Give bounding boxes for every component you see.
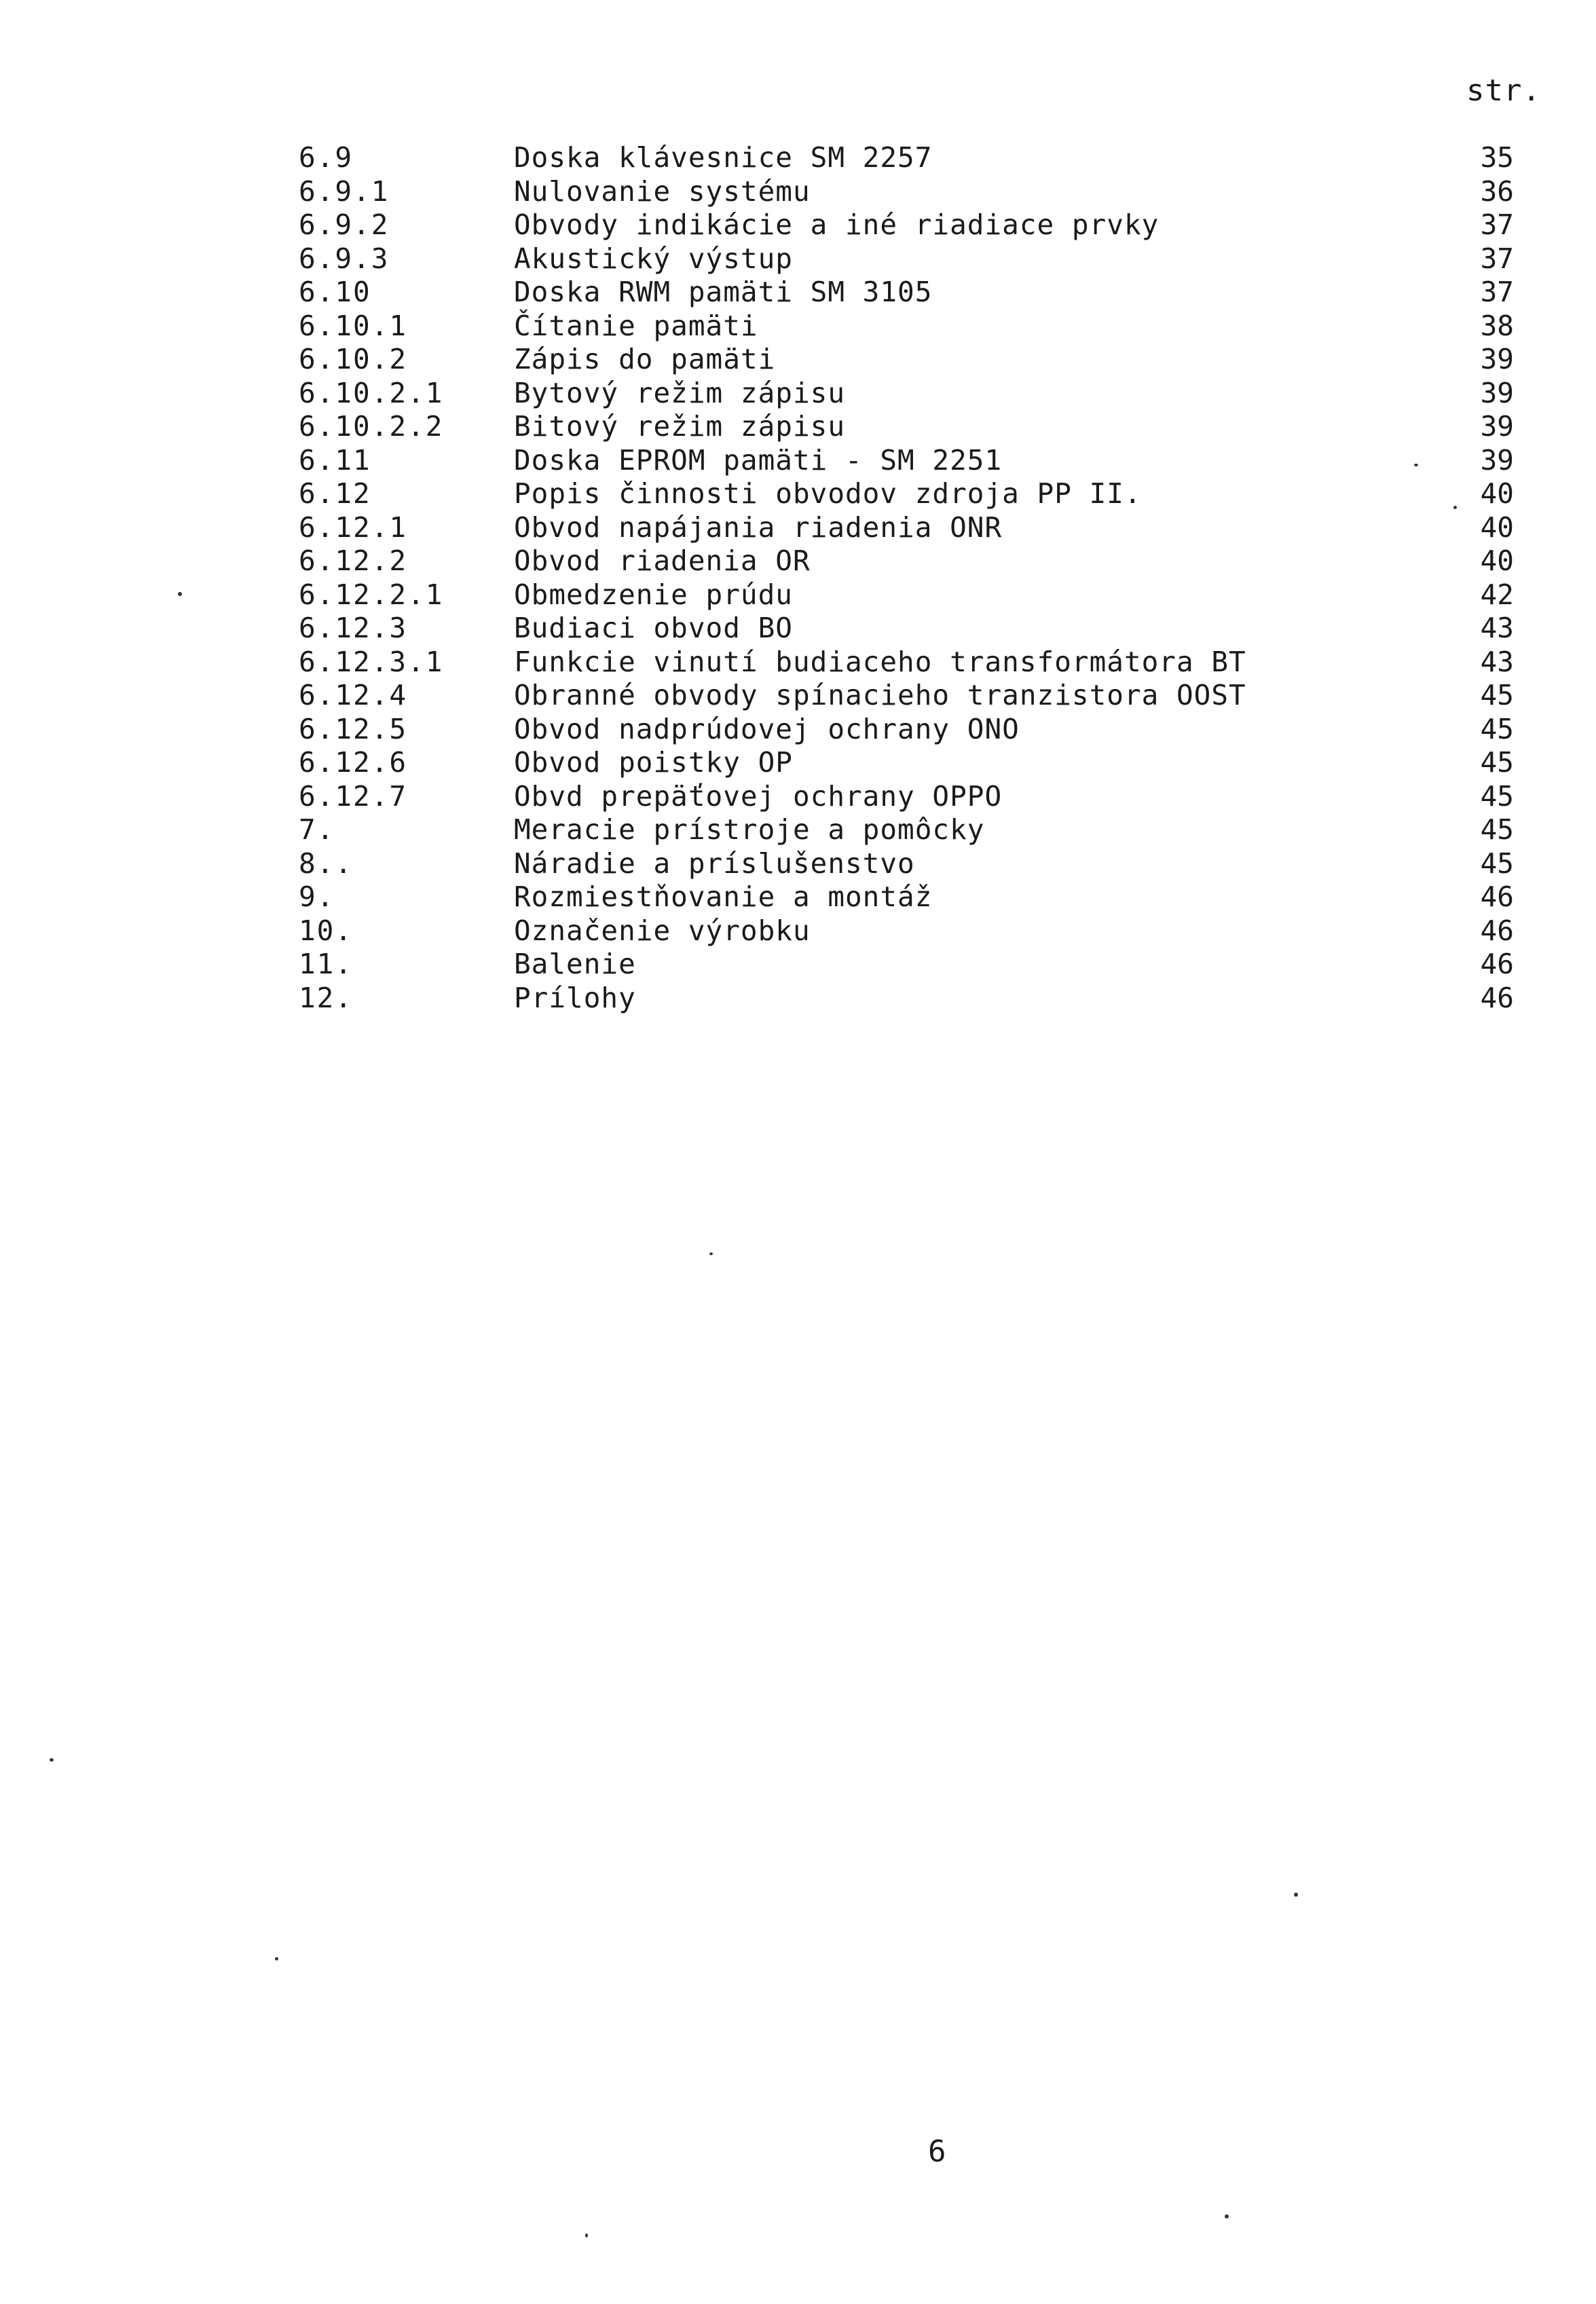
- toc-entry-number: 6.10.2.1: [299, 376, 444, 409]
- toc-entry-page: 45: [1480, 847, 1514, 880]
- toc-entry-number: 6.11: [299, 443, 371, 477]
- toc-entry-number: 6.12.6: [299, 746, 408, 779]
- page-number: 6: [928, 2134, 946, 2169]
- toc-entry-number: 6.10: [299, 276, 371, 308]
- toc-entry-number: 6.12: [299, 477, 371, 510]
- toc-entry-page: 46: [1480, 914, 1514, 947]
- table-of-contents: [299, 141, 1521, 1015]
- toc-entry: [299, 343, 1521, 377]
- toc-entry-number: 6.9: [299, 141, 354, 174]
- toc-entry-page: 39: [1480, 376, 1514, 409]
- toc-entry: [299, 948, 1521, 982]
- toc-entry-title: Akustický výstup: [514, 242, 793, 275]
- toc-entry-number: 6.12.1: [299, 510, 408, 544]
- toc-entry-title: Obranné obvody spínacieho tranzistora OOST: [514, 679, 1246, 711]
- toc-entry-number: 8..: [299, 847, 354, 880]
- toc-entry-title: Náradie a príslušenstvo: [514, 847, 915, 880]
- toc-entry-number: 7.: [299, 813, 335, 846]
- scan-speck: [1414, 464, 1418, 466]
- scan-speck: [178, 592, 182, 596]
- toc-entry-number: 6.10.1: [299, 309, 408, 342]
- scan-speck: [585, 2233, 588, 2237]
- toc-entry-title: Doska klávesnice SM 2257: [514, 141, 933, 174]
- toc-entry-page: 45: [1480, 779, 1514, 813]
- toc-entry: [299, 646, 1521, 680]
- toc-entry-title: Obvd prepäťovej ochrany OPPO: [514, 779, 1003, 813]
- toc-entry-page: 42: [1480, 578, 1514, 611]
- toc-entry-number: 12.: [299, 981, 354, 1014]
- toc-entry-title: Bitový režim zápisu: [514, 410, 845, 443]
- toc-entry-title: Obvod nadprúdovej ochrany ONO: [514, 712, 1020, 745]
- toc-entry-number: 6.12.4: [299, 679, 408, 711]
- toc-entry-number: 6.10.2.2: [299, 410, 444, 443]
- toc-entry-title: Zápis do pamäti: [514, 343, 776, 375]
- toc-entry-page: 37: [1480, 208, 1514, 241]
- toc-entry-page: 40: [1480, 477, 1514, 510]
- toc-entry: [299, 746, 1521, 780]
- toc-entry-number: 6.12.7: [299, 779, 408, 813]
- toc-entry-number: 6.12.2.1: [299, 578, 444, 611]
- toc-entry-number: 9.: [299, 880, 335, 913]
- page-column-header: str.: [1466, 73, 1541, 108]
- toc-entry-title: Funkcie vinutí budiaceho transformátora BT: [514, 645, 1246, 678]
- toc-entry-page: 37: [1480, 242, 1514, 275]
- toc-entry-page: 35: [1480, 141, 1514, 174]
- toc-entry-title: Budiaci obvod BO: [514, 612, 793, 644]
- toc-entry: [299, 242, 1521, 276]
- toc-entry: [299, 679, 1521, 713]
- toc-entry-number: 11.: [299, 948, 354, 980]
- toc-entry: [299, 377, 1521, 411]
- toc-entry-title: Doska RWM pamäti SM 3105: [514, 276, 933, 308]
- toc-entry-title: Popis činnosti obvodov zdroja PP II.: [514, 477, 1142, 510]
- toc-entry: [299, 612, 1521, 646]
- toc-entry-title: Prílohy: [514, 981, 636, 1014]
- toc-entry: [299, 444, 1521, 478]
- toc-entry-page: 43: [1480, 612, 1514, 644]
- toc-entry-number: 6.9.2: [299, 208, 390, 241]
- toc-entry: [299, 713, 1521, 747]
- scan-speck: [1294, 1893, 1298, 1897]
- toc-entry-title: Nulovanie systému: [514, 174, 811, 208]
- toc-entry: [299, 880, 1521, 914]
- toc-entry: [299, 141, 1521, 175]
- toc-entry-page: 46: [1480, 880, 1514, 913]
- toc-entry: [299, 813, 1521, 847]
- toc-entry-page: 45: [1480, 712, 1514, 745]
- toc-entry-title: Balenie: [514, 948, 636, 980]
- toc-entry-title: Doska EPROM pamäti - SM 2251: [514, 443, 1003, 477]
- toc-entry-title: Obvod napájania riadenia ONR: [514, 510, 1003, 544]
- toc-entry-page: 37: [1480, 276, 1514, 308]
- toc-entry-number: 6.9.1: [299, 174, 390, 208]
- scan-speck: [50, 1758, 54, 1762]
- toc-entry-number: 6.12.2: [299, 544, 408, 577]
- toc-entry-page: 45: [1480, 746, 1514, 779]
- toc-entry-page: 39: [1480, 443, 1514, 477]
- scan-speck: [709, 1252, 713, 1255]
- toc-entry: [299, 511, 1521, 545]
- toc-entry-number: 10.: [299, 914, 354, 947]
- toc-entry-title: Obvod poistky OP: [514, 746, 793, 779]
- scan-speck: [1453, 506, 1457, 509]
- toc-entry: [299, 175, 1521, 209]
- toc-entry-page: 38: [1480, 309, 1514, 342]
- toc-entry-page: 39: [1480, 343, 1514, 375]
- toc-entry-title: Obvod riadenia OR: [514, 544, 811, 577]
- toc-entry-number: 6.12.5: [299, 712, 408, 745]
- toc-entry: [299, 477, 1521, 511]
- toc-entry-page: 36: [1480, 174, 1514, 208]
- toc-entry-page: 45: [1480, 679, 1514, 711]
- toc-entry: [299, 914, 1521, 948]
- toc-entry-page: 40: [1480, 544, 1514, 577]
- toc-entry-number: 6.10.2: [299, 343, 408, 375]
- toc-entry-title: Obmedzenie prúdu: [514, 578, 793, 611]
- toc-entry: [299, 310, 1521, 343]
- toc-entry-number: 6.12.3: [299, 612, 408, 644]
- toc-entry: [299, 544, 1521, 578]
- toc-entry-page: 46: [1480, 981, 1514, 1014]
- toc-entry: [299, 578, 1521, 612]
- toc-entry-page: 39: [1480, 410, 1514, 443]
- toc-entry-page: 43: [1480, 645, 1514, 678]
- scan-speck: [1225, 2214, 1229, 2218]
- toc-entry-title: Obvody indikácie a iné riadiace prvky: [514, 208, 1159, 241]
- toc-entry: [299, 276, 1521, 310]
- toc-entry-title: Bytový režim zápisu: [514, 376, 845, 409]
- toc-entry: [299, 780, 1521, 814]
- toc-entry: [299, 410, 1521, 444]
- toc-entry-number: 6.9.3: [299, 242, 390, 275]
- toc-entry-number: 6.12.3.1: [299, 645, 444, 678]
- toc-entry-title: Rozmiestňovanie a montáž: [514, 880, 933, 913]
- toc-entry: [299, 208, 1521, 242]
- toc-entry: [299, 847, 1521, 881]
- scan-speck: [275, 1957, 278, 1961]
- toc-entry-page: 45: [1480, 813, 1514, 846]
- toc-entry-title: Označenie výrobku: [514, 914, 811, 947]
- toc-entry-page: 40: [1480, 510, 1514, 544]
- toc-entry-page: 46: [1480, 948, 1514, 980]
- toc-entry-title: Meracie prístroje a pomôcky: [514, 813, 985, 846]
- toc-entry-title: Čítanie pamäti: [514, 309, 758, 342]
- toc-entry: [299, 982, 1521, 1016]
